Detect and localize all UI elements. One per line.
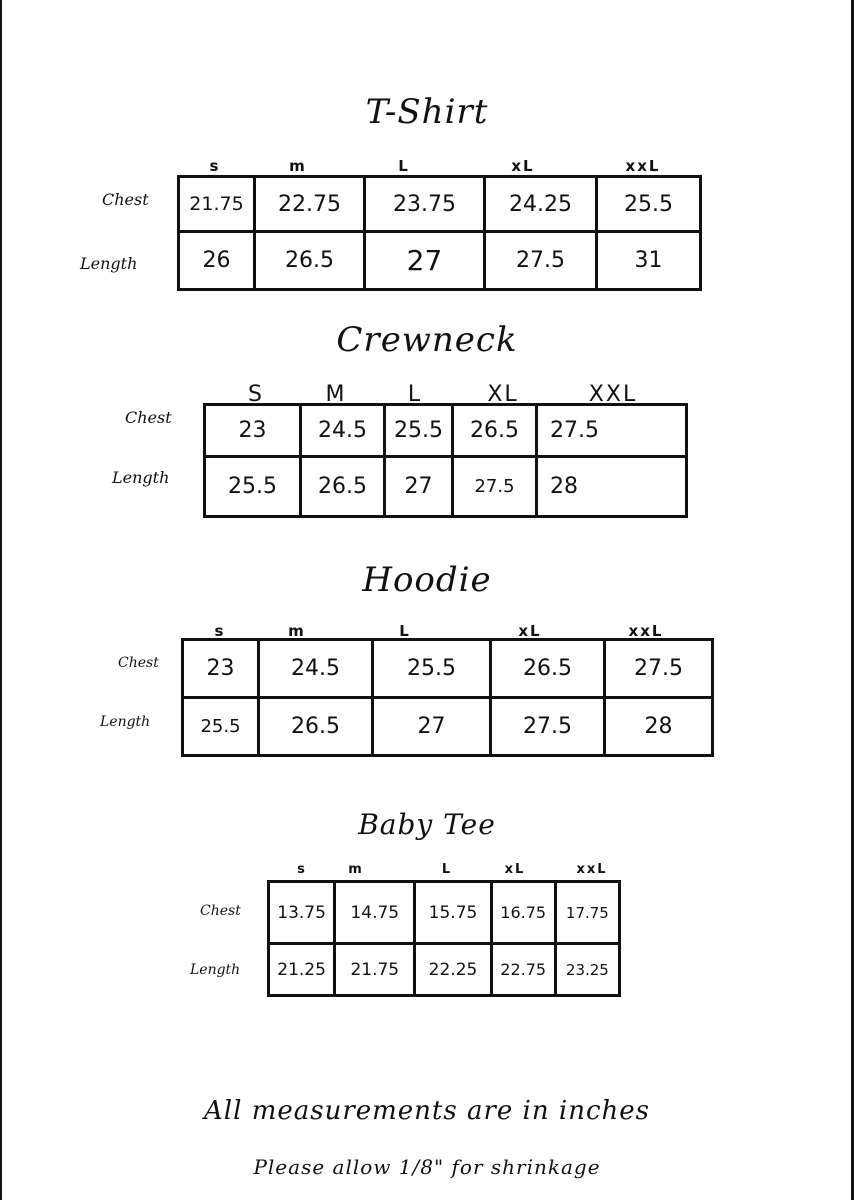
table-cell: 22.25	[415, 944, 491, 996]
table-row-length	[205, 457, 687, 517]
size-label: s	[297, 862, 307, 877]
row-label-chest: Chest	[125, 408, 172, 427]
table-cell: 27	[385, 457, 453, 517]
table-cell: 26	[179, 232, 255, 290]
table-cell: 28	[605, 698, 713, 756]
size-label: m	[288, 622, 306, 640]
table-row-chest	[269, 882, 620, 944]
table-cell: 22.75	[491, 944, 555, 996]
table-row-length	[269, 944, 620, 996]
size-label: XL	[487, 382, 519, 407]
row-label-length: Length	[190, 962, 241, 978]
table-cell: 26.5	[453, 405, 537, 457]
size-label: xL	[511, 157, 535, 175]
size-label: m	[348, 862, 364, 877]
table-cell: 17.75	[555, 882, 619, 944]
table-cell: 21.75	[179, 177, 255, 232]
page-border-left	[0, 0, 2, 1200]
measurement-note: All measurements are in inches	[204, 1096, 650, 1126]
row-label-chest: Chest	[200, 903, 241, 919]
table-row-chest	[183, 640, 713, 698]
tshirt-size-table	[177, 175, 702, 291]
table-row-chest	[205, 405, 687, 457]
table-cell: 31	[597, 232, 701, 290]
row-label-length: Length	[100, 714, 151, 730]
table-cell: 15.75	[415, 882, 491, 944]
tshirt-title: T-Shirt	[365, 92, 489, 132]
table-cell: 26.5	[259, 698, 373, 756]
row-label-chest: Chest	[118, 655, 159, 671]
table-row-length	[179, 232, 701, 290]
crewneck-size-table	[203, 403, 688, 518]
table-cell: 14.75	[335, 882, 415, 944]
table-cell: 27.5	[605, 640, 713, 698]
table-cell: 16.75	[491, 882, 555, 944]
size-label: xL	[504, 862, 526, 877]
size-label: xxL	[576, 862, 608, 877]
table-cell: 24.25	[485, 177, 597, 232]
table-cell: 26.5	[255, 232, 365, 290]
size-label: L	[399, 622, 411, 640]
size-label: L	[398, 157, 410, 175]
table-cell: 28	[537, 457, 687, 517]
table-cell: 25.5	[597, 177, 701, 232]
size-label: L	[441, 862, 453, 877]
tshirt-size-header	[0, 157, 854, 177]
size-label: L	[407, 382, 423, 407]
size-label: xxL	[628, 622, 664, 640]
table-cell: 22.75	[255, 177, 365, 232]
shrinkage-note: Please allow 1/8" for shrinkage	[253, 1155, 601, 1179]
table-cell: 21.25	[269, 944, 335, 996]
table-cell: 25.5	[373, 640, 491, 698]
size-label: M	[325, 382, 347, 407]
hoodie-title: Hoodie	[362, 560, 492, 600]
table-cell: 21.75	[335, 944, 415, 996]
table-cell: 23	[183, 640, 259, 698]
table-cell: 27.5	[537, 405, 687, 457]
table-cell: 26.5	[301, 457, 385, 517]
table-cell: 27.5	[485, 232, 597, 290]
size-label: xL	[518, 622, 542, 640]
size-label: xxL	[625, 157, 661, 175]
row-label-length: Length	[112, 468, 170, 487]
size-label: S	[248, 382, 264, 407]
table-cell: 23.25	[555, 944, 619, 996]
row-label-length: Length	[80, 254, 138, 273]
size-label: m	[289, 157, 307, 175]
size-label: XXL	[588, 382, 638, 407]
table-cell: 27	[373, 698, 491, 756]
table-cell: 25.5	[183, 698, 259, 756]
babytee-title: Baby Tee	[358, 808, 496, 841]
table-cell: 26.5	[491, 640, 605, 698]
crewneck-title: Crewneck	[336, 320, 518, 360]
table-cell: 27	[365, 232, 485, 290]
table-cell: 13.75	[269, 882, 335, 944]
table-row-chest	[179, 177, 701, 232]
crewneck-size-header	[0, 382, 854, 407]
table-cell: 27.5	[491, 698, 605, 756]
table-cell: 25.5	[205, 457, 301, 517]
size-label: s	[214, 622, 226, 640]
table-cell: 25.5	[385, 405, 453, 457]
table-cell: 27.5	[453, 457, 537, 517]
table-cell: 23	[205, 405, 301, 457]
table-cell: 24.5	[259, 640, 373, 698]
row-label-chest: Chest	[102, 190, 149, 209]
table-row-length	[183, 698, 713, 756]
table-cell: 23.75	[365, 177, 485, 232]
size-label: s	[209, 157, 221, 175]
babytee-size-table	[267, 880, 621, 997]
hoodie-size-table	[181, 638, 714, 757]
table-cell: 24.5	[301, 405, 385, 457]
babytee-size-header	[0, 862, 854, 882]
